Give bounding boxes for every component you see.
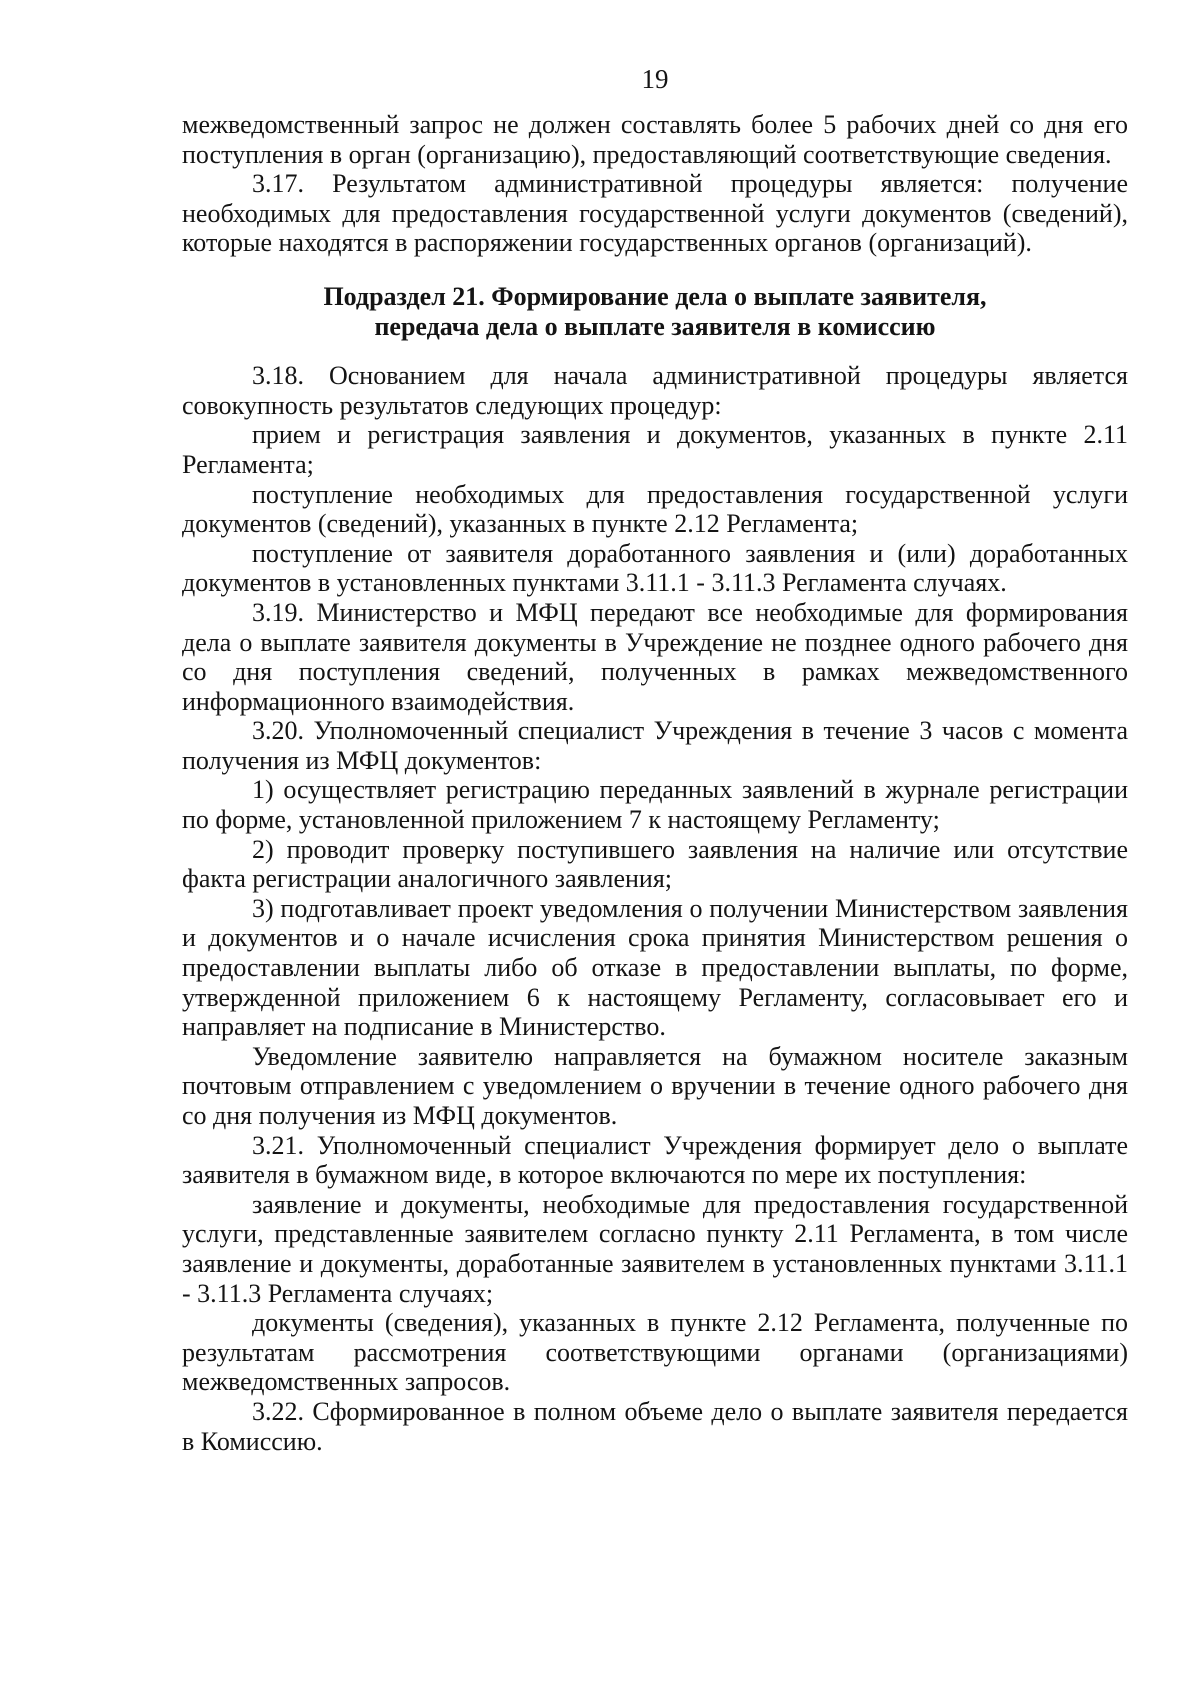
paragraph-continuation: межведомственный запрос не должен составлять более 5 рабочих дней со дня его поступления в орган (организацию), предоставляющий соответствующие сведения. <box>182 110 1128 169</box>
subsection-heading-line-1: Подраздел 21. Формирование дела о выплате заявителя, <box>323 281 987 311</box>
paragraph-3-21: 3.21. Уполномоченный специалист Учреждения формирует дело о выплате заявителя в бумажном виде, в которое включаются по мере их поступления: <box>182 1130 1128 1190</box>
paragraph-3-22: 3.22. Сформированное в полном объеме дело о выплате заявителя передается в Комиссию. <box>182 1396 1128 1456</box>
document-body <box>182 110 1128 1456</box>
paragraph-notice: Уведомление заявителю направляется на бумажном носителе заказным почтовым отправлением с уведомлением о вручении в течение одного рабочего дня со дня получения из МФЦ документов. <box>182 1041 1128 1130</box>
paragraph-3-18-item-b: поступление необходимых для предоставления государственной услуги документов (сведений), указанных в пункте 2.12 Регламента; <box>182 479 1128 539</box>
subsection-heading-line-2: передача дела о выплате заявителя в комиссию <box>374 311 936 341</box>
paragraph-3-21-item-a: заявление и документы, необходимые для предоставления государственной услуги, представленные заявителем согласно пункту 2.11 Регламента, в том числе заявление и документы, доработанные заявителем в установленных пунктами 3.11.1 - 3.11.3 Регламента случаях; <box>182 1189 1128 1308</box>
paragraph-3-19: 3.19. Министерство и МФЦ передают все необходимые для формирования дела о выплате заявителя документы в Учреждение не позднее одного рабочего дня со дня поступления сведений, полученных в рамках межведомственного информационного взаимодействия. <box>182 597 1128 716</box>
paragraph-3-20-item-1: 1) осуществляет регистрацию переданных заявлений в журнале регистрации по форме, установленной приложением 7 к настоящему Регламенту; <box>182 775 1128 835</box>
paragraph-3-20-item-3: 3) подготавливает проект уведомления о получении Министерством заявления и документов и о начале исчисления срока принятия Министерством решения о предоставлении выплаты либо об отказе в предоставлении выплаты, по форме, утвержденной приложением 6 к настоящему Регламенту, согласовывает его и направляет на подписание в Министерство. <box>182 893 1128 1042</box>
page-number: 19 <box>641 64 669 94</box>
paragraph-3-17: 3.17. Результатом административной процедуры является: получение необходимых для предоставления государственной услуги документов (сведений), которые находятся в распоряжении государственных органов (организаций). <box>182 169 1128 258</box>
paragraph-3-18: 3.18. Основанием для начала административной процедуры является совокупность результатов следующих процедур: <box>182 361 1128 420</box>
paragraph-3-18-item-a: прием и регистрация заявления и документов, указанных в пункте 2.11 Регламента; <box>182 420 1128 479</box>
paragraph-3-20: 3.20. Уполномоченный специалист Учреждения в течение 3 часов с момента получения из МФЦ документов: <box>182 716 1128 775</box>
paragraph-3-21-item-b: документы (сведения), указанных в пункте 2.12 Регламента, полученные по результатам рассмотрения соответствующими органами (организациями) межведомственных запросов. <box>182 1308 1128 1397</box>
subsection-heading <box>182 258 1128 361</box>
paragraph-3-18-item-c: поступление от заявителя доработанного заявления и (или) доработанных документов в установленных пунктами 3.11.1 - 3.11.3 Регламента случаях. <box>182 538 1128 598</box>
paragraph-3-20-item-2: 2) проводит проверку поступившего заявления на наличие или отсутствие факта регистрации аналогичного заявления; <box>182 834 1128 894</box>
